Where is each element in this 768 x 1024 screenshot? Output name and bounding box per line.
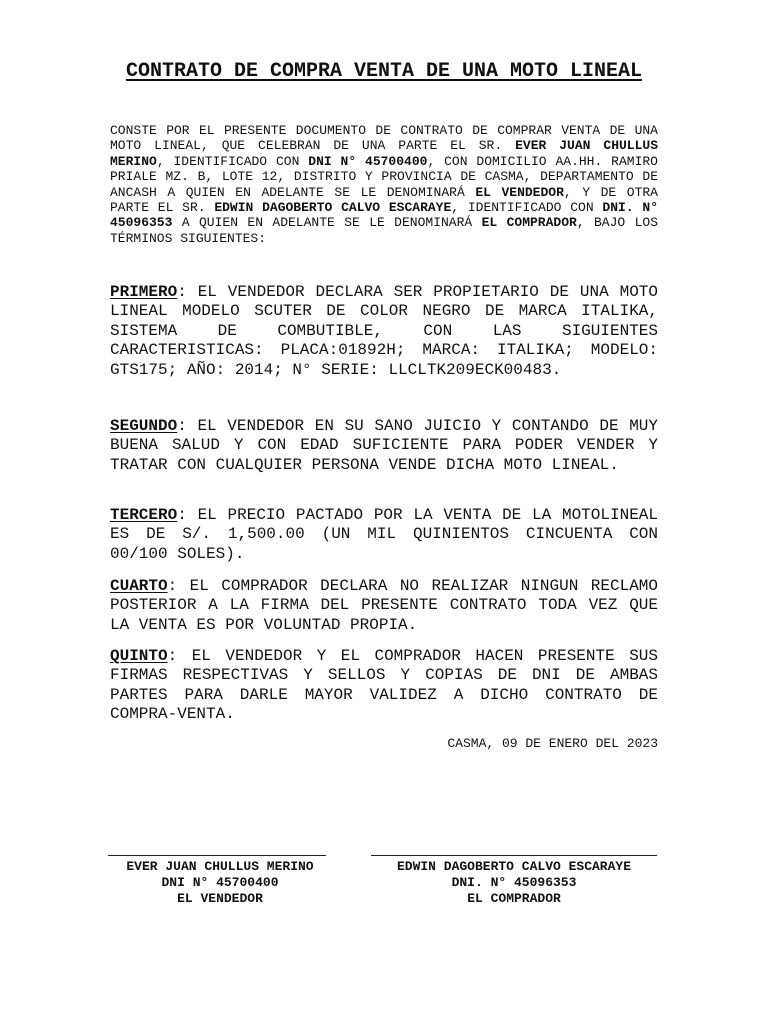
buyer-role: EL COMPRADOR bbox=[467, 891, 561, 906]
clause-text: : EL VENDEDOR Y EL COMPRADOR HACEN PRESENTE SUS FIRMAS RESPECTIVAS Y SELLOS Y COPIAS DE DNI DE AMBAS PARTES PARA DARLE MAYOR VALIDEZ A DICHO CONTRATO DE COMPRA-VENTA. bbox=[110, 647, 658, 724]
clause-heading: TERCERO bbox=[110, 506, 178, 524]
intro-text: , Y DE OTRA PARTE EL SR. bbox=[110, 184, 658, 216]
clause-text: : EL PRECIO PACTADO POR LA VENTA DE LA MOTOLINEAL ES DE S/. 1,500.00 (UN MIL QUINIENTOS CINCUENTA CON 00/100 SOLES). bbox=[110, 506, 658, 563]
document-title bbox=[110, 60, 658, 84]
intro-paragraph bbox=[110, 123, 658, 246]
seller-name: EVER JUAN CHULLUS MERINO bbox=[126, 859, 314, 874]
intro-bold-text: DNI N° 45700400 bbox=[308, 153, 428, 169]
clause-tercero bbox=[110, 506, 658, 564]
intro-bold-text: EVER JUAN CHULLUS MERINO bbox=[110, 138, 659, 169]
clause-heading: PRIMERO bbox=[110, 283, 178, 301]
clause-quinto bbox=[110, 647, 658, 725]
seller-role: EL VENDEDOR bbox=[177, 891, 263, 906]
clause-segundo bbox=[110, 417, 658, 475]
buyer-name: EDWIN DAGOBERTO CALVO ESCARAYE bbox=[396, 859, 632, 874]
intro-bold-text: EDWIN DAGOBERTO CALVO ESCARAYE bbox=[214, 200, 452, 216]
intro-text: , BAJO LOS TÉRMINOS SIGUIENTES: bbox=[110, 215, 659, 246]
intro-text: , IDENTIFICADO CON bbox=[451, 200, 603, 216]
clause-text: : EL COMPRADOR DECLARA NO REALIZAR NINGUN RECLAMO POSTERIOR A LA FIRMA DEL PRESENTE CONTRATO TODA VEZ QUE LA VENTA ES POR VOLUNTAD PROPIA. bbox=[110, 577, 658, 634]
intro-bold-text: DNI. N° 45096353 bbox=[110, 200, 658, 231]
intro-text: , IDENTIFICADO CON bbox=[156, 153, 309, 169]
intro-bold-text: EL VENDEDOR bbox=[475, 184, 564, 200]
clause-primero bbox=[110, 283, 658, 380]
buyer-dni: DNI. N° 45096353 bbox=[451, 875, 577, 890]
place-date: CASMA, 09 DE ENERO DEL 2023 bbox=[447, 736, 658, 751]
clause-heading: QUINTO bbox=[110, 647, 168, 665]
clause-heading: SEGUNDO bbox=[110, 417, 178, 435]
clause-text: : EL VENDEDOR EN SU SANO JUICIO Y CONTANDO DE MUY BUENA SALUD Y CON EDAD SUFICIENTE PARA PODER VENDER Y TRATAR CON CUALQUIER PERSONA VENDE DICHA MOTO LINEAL. bbox=[110, 417, 658, 474]
seller-dni: DNI N° 45700400 bbox=[161, 875, 279, 890]
signature-block-seller bbox=[106, 855, 334, 907]
signature-line bbox=[371, 855, 657, 856]
signature-line bbox=[108, 855, 326, 856]
intro-text: CONSTE POR EL PRESENTE DOCUMENTO DE CONTRATO DE COMPRAR VENTA DE UNA MOTO LINEAL, QUE CELEBRAN DE UNA PARTE EL SR. bbox=[110, 123, 658, 154]
clause-heading: CUARTO bbox=[110, 577, 168, 595]
clause-text: : EL VENDEDOR DECLARA SER PROPIETARIO DE UNA MOTO LINEAL MODELO SCUTER DE COLOR NEGRO DE MARCA ITALIKA, SISTEMA DE COMBUTIBLE, CON LAS SIGUIENTES CARACTERISTICAS: PLACA:01892H; MARCA: ITALIKA; MODELO: GTS175; AÑO: 2014; N° SERIE: LLCLTK209ECK00483. bbox=[110, 283, 658, 379]
document-title-text: CONTRATO DE COMPRA VENTA DE UNA MOTO LINEAL bbox=[125, 60, 643, 83]
intro-text: , CON DOMICILIO AA.HH. RAMIRO PRIALE MZ. B, LOTE 12, DISTRITO Y PROVINCIA DE CASMA, DEPARTAMENTO DE ANCASH A QUIEN EN ADELANTE SE LE DENOMINARÁ bbox=[110, 153, 658, 200]
intro-bold-text: EL COMPRADOR bbox=[481, 215, 577, 231]
clause-cuarto bbox=[110, 577, 658, 635]
intro-text: A QUIEN EN ADELANTE SE LE DENOMINARÁ bbox=[172, 215, 482, 231]
signature-block-buyer bbox=[371, 855, 657, 907]
